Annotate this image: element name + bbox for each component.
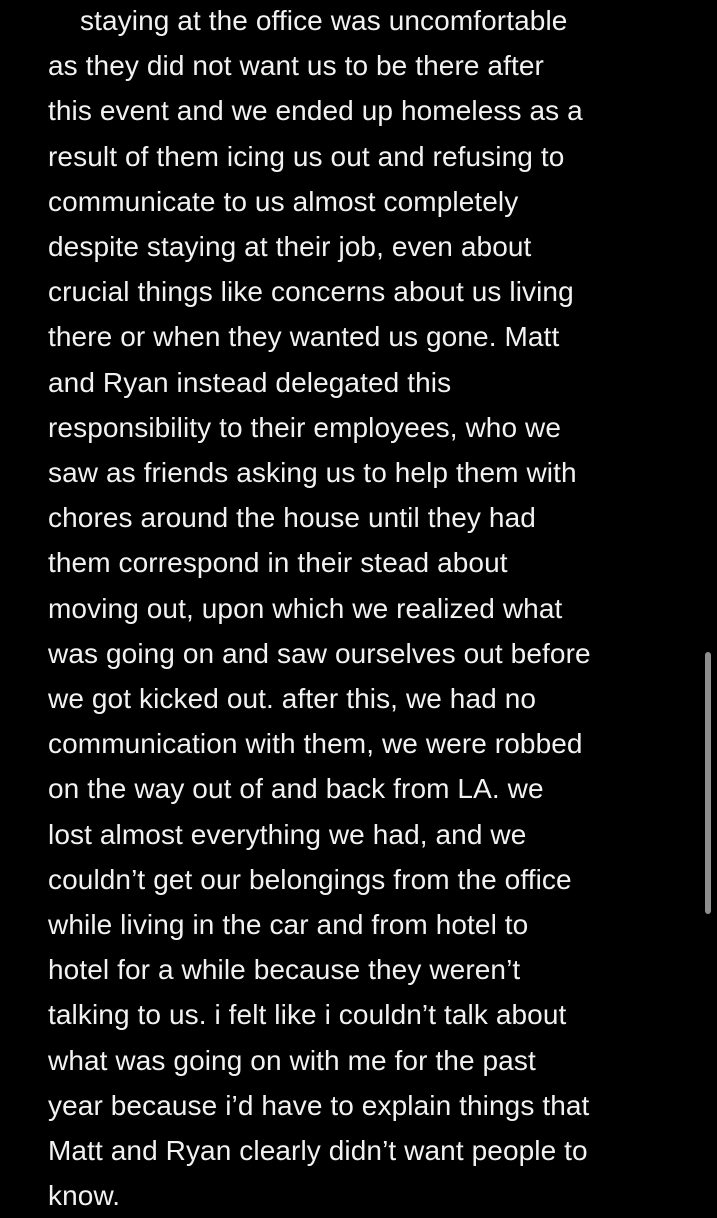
text-line: despite staying at their job, even about bbox=[48, 231, 532, 263]
text-line: know. bbox=[48, 1180, 121, 1212]
text-line: and Ryan instead delegated this bbox=[48, 366, 452, 398]
text-line: saw as friends asking us to help them with bbox=[48, 457, 577, 489]
text-line: chores around the house until they had bbox=[48, 502, 536, 534]
text-line: them correspond in their stead about bbox=[48, 547, 508, 579]
text-line: we got kicked out. after this, we had no bbox=[48, 683, 537, 715]
text-line: hotel for a while because they weren’t bbox=[48, 954, 521, 986]
text-line: crucial things like concerns about us living bbox=[48, 276, 574, 308]
text-line: what was going on with me for the past bbox=[48, 1044, 536, 1076]
text-line: Matt and Ryan clearly didn’t want people to bbox=[48, 1135, 588, 1167]
text-line: result of them icing us out and refusing to bbox=[48, 140, 565, 172]
text-line: communication with them, we were robbed bbox=[48, 728, 583, 760]
vertical-scrollbar[interactable] bbox=[705, 652, 711, 914]
text-line: moving out, upon which we realized what bbox=[48, 592, 563, 624]
text-line: this event and we ended up homeless as a bbox=[48, 95, 583, 127]
text-line: lost almost everything we had, and we bbox=[48, 818, 527, 850]
text-line: as they did not want us to be there after bbox=[48, 50, 544, 82]
text-line: responsibility to their employees, who we bbox=[48, 411, 562, 443]
text-line: was going on and saw ourselves out before bbox=[48, 637, 591, 669]
text-line: talking to us. i felt like i couldn’t talk about bbox=[48, 999, 567, 1031]
text-line: couldn’t get our belongings from the office bbox=[48, 863, 572, 895]
text-line: communicate to us almost completely bbox=[48, 185, 519, 217]
text-line: year because i’d have to explain things that bbox=[48, 1089, 590, 1121]
text-line: while living in the car and from hotel to bbox=[48, 909, 529, 941]
text-line: there or when they wanted us gone. Matt bbox=[48, 321, 560, 353]
note-body bbox=[48, 0, 698, 1218]
text-line: on the way out of and back from LA. we bbox=[48, 773, 544, 805]
text-line: staying at the office was uncomfortable bbox=[80, 5, 568, 36]
